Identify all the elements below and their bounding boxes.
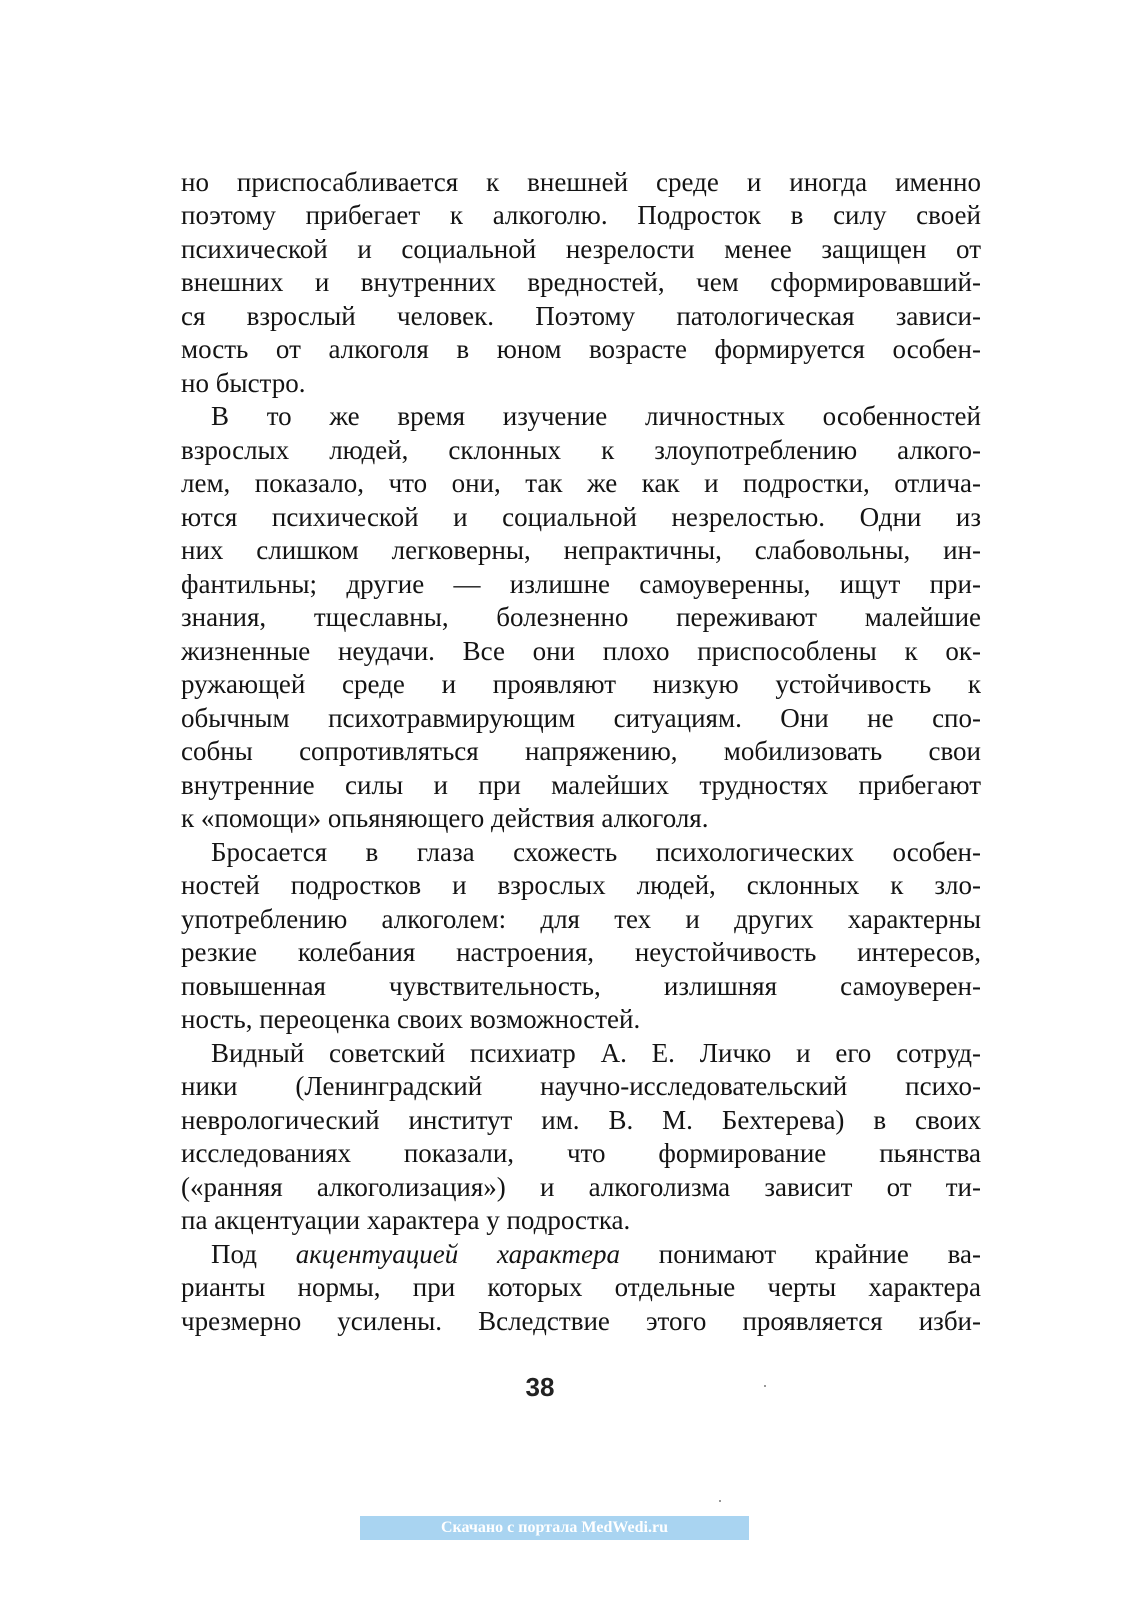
text-line: Бросается в глаза схожесть психологических особен- bbox=[211, 837, 981, 867]
text-line bbox=[211, 1236, 981, 1272]
text-line: но быстро. bbox=[181, 368, 306, 398]
text-line: психической и социальной незрелости менее защищен от bbox=[181, 234, 981, 264]
text-line: знания, тщеславны, болезненно переживают малейшие bbox=[181, 602, 981, 632]
page-number: 38 bbox=[525, 1372, 555, 1402]
text-line: па акцентуации характера у подростка. bbox=[181, 1205, 631, 1235]
text-line: фантильны; другие — излишне самоуверенны, ищут при- bbox=[181, 569, 981, 599]
text-line: ружающей среде и проявляют низкую устойчивость к bbox=[181, 669, 981, 699]
text-line: внутренние силы и при малейших трудностях прибегают bbox=[181, 770, 981, 800]
watermark-banner: Скачано с портала MedWedi.ru bbox=[360, 1516, 749, 1540]
text-line: жизненные неудачи. Все они плохо приспособлены к ок- bbox=[181, 636, 981, 666]
text-line: взрослых людей, склонных к злоупотреблению алкого- bbox=[181, 435, 981, 465]
text-line: исследованиях показали, что формирование пьянства bbox=[181, 1138, 981, 1168]
text-line: мость от алкоголя в юном возрасте формируется особен- bbox=[181, 334, 981, 364]
text-line: («ранняя алкоголизация») и алкоголизма зависит от ти- bbox=[181, 1172, 981, 1202]
text-line: рианты нормы, при которых отдельные черты характера bbox=[181, 1272, 981, 1302]
scan-speck bbox=[764, 1385, 766, 1387]
text-line: ются психической и социальной незрелостью. Одни из bbox=[181, 502, 981, 532]
text-line: Видный советский психиатр А. Е. Личко и его сотруд- bbox=[211, 1038, 981, 1068]
text-line: к «помощи» опьяняющего действия алкоголя. bbox=[181, 803, 709, 833]
text-line: внешних и внутренних вредностей, чем сформировавший- bbox=[181, 267, 981, 297]
text-line: собны сопротивляться напряжению, мобилизовать свои bbox=[181, 736, 981, 766]
text-run: Под bbox=[211, 1239, 257, 1269]
text-line: ностей подростков и взрослых людей, склонных к зло- bbox=[181, 870, 981, 900]
text-line: обычным психотравмирующим ситуациям. Они не спо- bbox=[181, 703, 981, 733]
text-line: ность, переоценка своих возможностей. bbox=[181, 1004, 641, 1034]
text-line: но приспосабливается к внешней среде и иногда именно bbox=[181, 167, 981, 197]
text-line: повышенная чувствительность, излишняя самоуверен- bbox=[181, 971, 981, 1001]
text-line: чрезмерно усилены. Вследствие этого проявляется изби- bbox=[181, 1306, 981, 1336]
italic-term: акцентуацией характера bbox=[295, 1239, 620, 1269]
text-line: резкие колебания настроения, неустойчивость интересов, bbox=[181, 937, 981, 967]
scan-speck bbox=[719, 1500, 721, 1502]
text-line: неврологический институт им. В. М. Бехтерева) в своих bbox=[181, 1105, 981, 1135]
text-line: ся взрослый человек. Поэтому патологическая зависи- bbox=[181, 301, 981, 331]
text-run: понимают крайние ва- bbox=[658, 1239, 981, 1269]
text-line: В то же время изучение личностных особенностей bbox=[211, 401, 981, 431]
text-line: ники (Ленинградский научно-исследовательский психо- bbox=[181, 1071, 981, 1101]
text-line: поэтому прибегает к алкоголю. Подросток в силу своей bbox=[181, 200, 981, 230]
text-line: лем, показало, что они, так же как и подростки, отлича- bbox=[181, 468, 981, 498]
text-line: них слишком легковерны, непрактичны, слабовольны, ин- bbox=[181, 535, 981, 565]
text-line: употреблению алкоголем: для тех и других характерны bbox=[181, 904, 981, 934]
